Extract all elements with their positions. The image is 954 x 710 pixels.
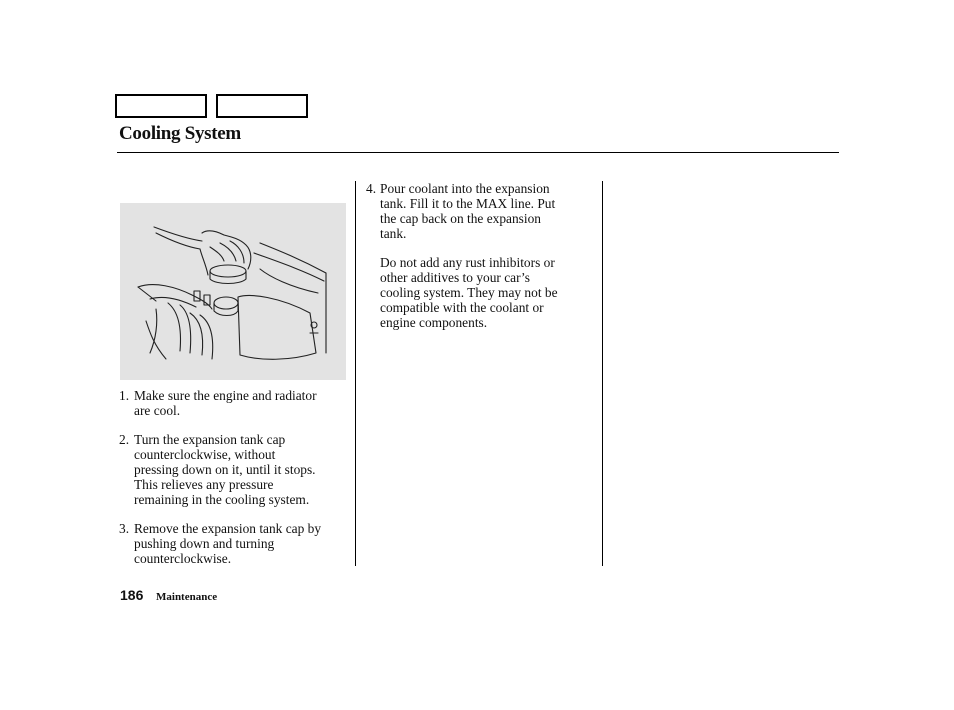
step-text-line: pressing down on it, until it stops. — [134, 462, 316, 477]
note-text-line: engine components. — [380, 315, 488, 330]
step-2 — [119, 432, 349, 512]
step-text-line: remaining in the cooling system. — [134, 492, 310, 507]
page-title: Cooling System — [119, 123, 241, 144]
page-number: 186 — [120, 587, 144, 603]
title-divider — [117, 152, 839, 153]
step-number: 2. — [119, 432, 130, 447]
step-1 — [119, 388, 349, 420]
step-3 — [119, 521, 349, 569]
step-text-line: Turn the expansion tank cap — [134, 432, 286, 447]
column-divider-right — [602, 181, 603, 566]
step-text-line: counterclockwise, without — [134, 447, 276, 462]
step-text-line: Pour coolant into the expansion — [380, 181, 550, 196]
caution-note — [380, 255, 600, 330]
step-text-line: tank. — [380, 226, 407, 241]
step-text-line: Make sure the engine and radiator — [134, 388, 317, 403]
step-number: 4. — [366, 181, 377, 196]
step-text-line: counterclockwise. — [134, 551, 232, 566]
step-number: 1. — [119, 388, 130, 403]
step-number: 3. — [119, 521, 130, 536]
note-text-line: cooling system. They may not be — [380, 285, 558, 300]
note-text-line: compatible with the coolant or — [380, 300, 544, 315]
column-divider-left — [355, 181, 356, 566]
step-text-line: Remove the expansion tank cap by — [134, 521, 322, 536]
step-text-line: This relieves any pressure — [134, 477, 274, 492]
step-text-line: are cool. — [134, 403, 181, 418]
engine-expansion-tank-icon — [120, 203, 346, 380]
note-text-line: Do not add any rust inhibitors or — [380, 255, 555, 270]
step-4 — [366, 181, 596, 245]
section-name: Maintenance — [156, 591, 218, 603]
note-text-line: other additives to your car’s — [380, 270, 530, 285]
nav-button-previous[interactable] — [115, 94, 207, 118]
engine-illustration — [120, 203, 346, 380]
nav-button-next[interactable] — [216, 94, 308, 118]
step-text-line: the cap back on the expansion — [380, 211, 542, 226]
step-text-line: pushing down and turning — [134, 536, 275, 551]
step-text-line: tank. Fill it to the MAX line. Put — [380, 196, 556, 211]
